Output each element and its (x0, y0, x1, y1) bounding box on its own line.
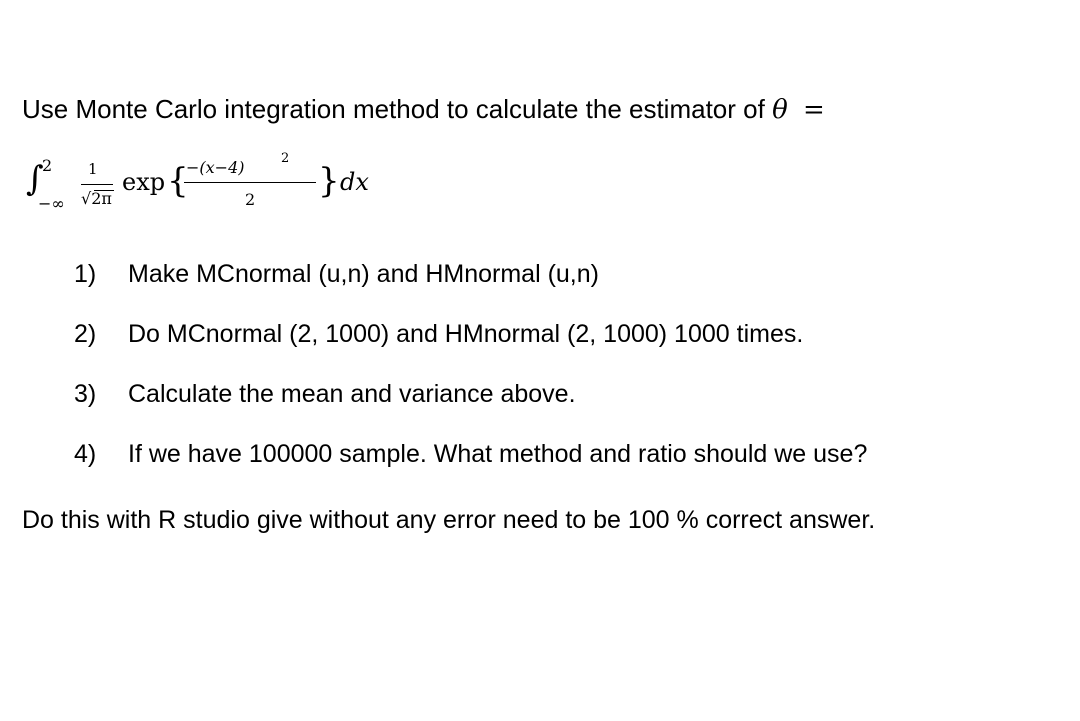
sqrt-overline (94, 190, 114, 191)
theta-symbol: θ (772, 95, 788, 125)
exponent-fraction-bar (184, 182, 316, 183)
question-intro (22, 94, 825, 125)
exponent-numerator: −(x−4) (186, 158, 245, 177)
step-text: Calculate the mean and variance above. (128, 380, 576, 408)
upper-limit: 2 (42, 156, 53, 175)
step-number: 4) (74, 440, 97, 468)
step-number: 2) (74, 320, 97, 348)
integral-sign: ∫ (26, 159, 44, 199)
intro-text: Use Monte Carlo integration method to calculate the estimator of (22, 94, 765, 124)
list-item (0, 440, 1040, 474)
step-text: Do MCnormal (2, 1000) and HMnormal (2, 1000) 1000 times. (128, 320, 804, 348)
coefficient-denominator: √2π (81, 189, 112, 208)
function-name: exp (122, 168, 166, 196)
integral-formula (26, 150, 446, 220)
exponent-denominator: 2 (245, 190, 256, 209)
list-item (0, 260, 1040, 294)
step-text: If we have 100000 sample. What method and ratio should we use? (128, 440, 868, 468)
equals-sign: = (802, 95, 825, 125)
left-brace: { (167, 161, 189, 201)
closing-instruction: Do this with R studio give without any error need to be 100 % correct answer. (22, 506, 876, 534)
coefficient-numerator: 1 (88, 160, 98, 178)
differential: dx (340, 168, 369, 196)
list-item (0, 320, 1040, 354)
lower-limit: −∞ (38, 194, 65, 213)
step-number: 3) (74, 380, 97, 408)
list-item (0, 380, 1040, 414)
step-number: 1) (74, 260, 97, 288)
right-brace: } (318, 161, 340, 201)
step-text: Make MCnormal (u,n) and HMnormal (u,n) (128, 260, 599, 288)
exponent-power: 2 (281, 151, 290, 166)
coefficient-fraction-bar (81, 184, 113, 185)
